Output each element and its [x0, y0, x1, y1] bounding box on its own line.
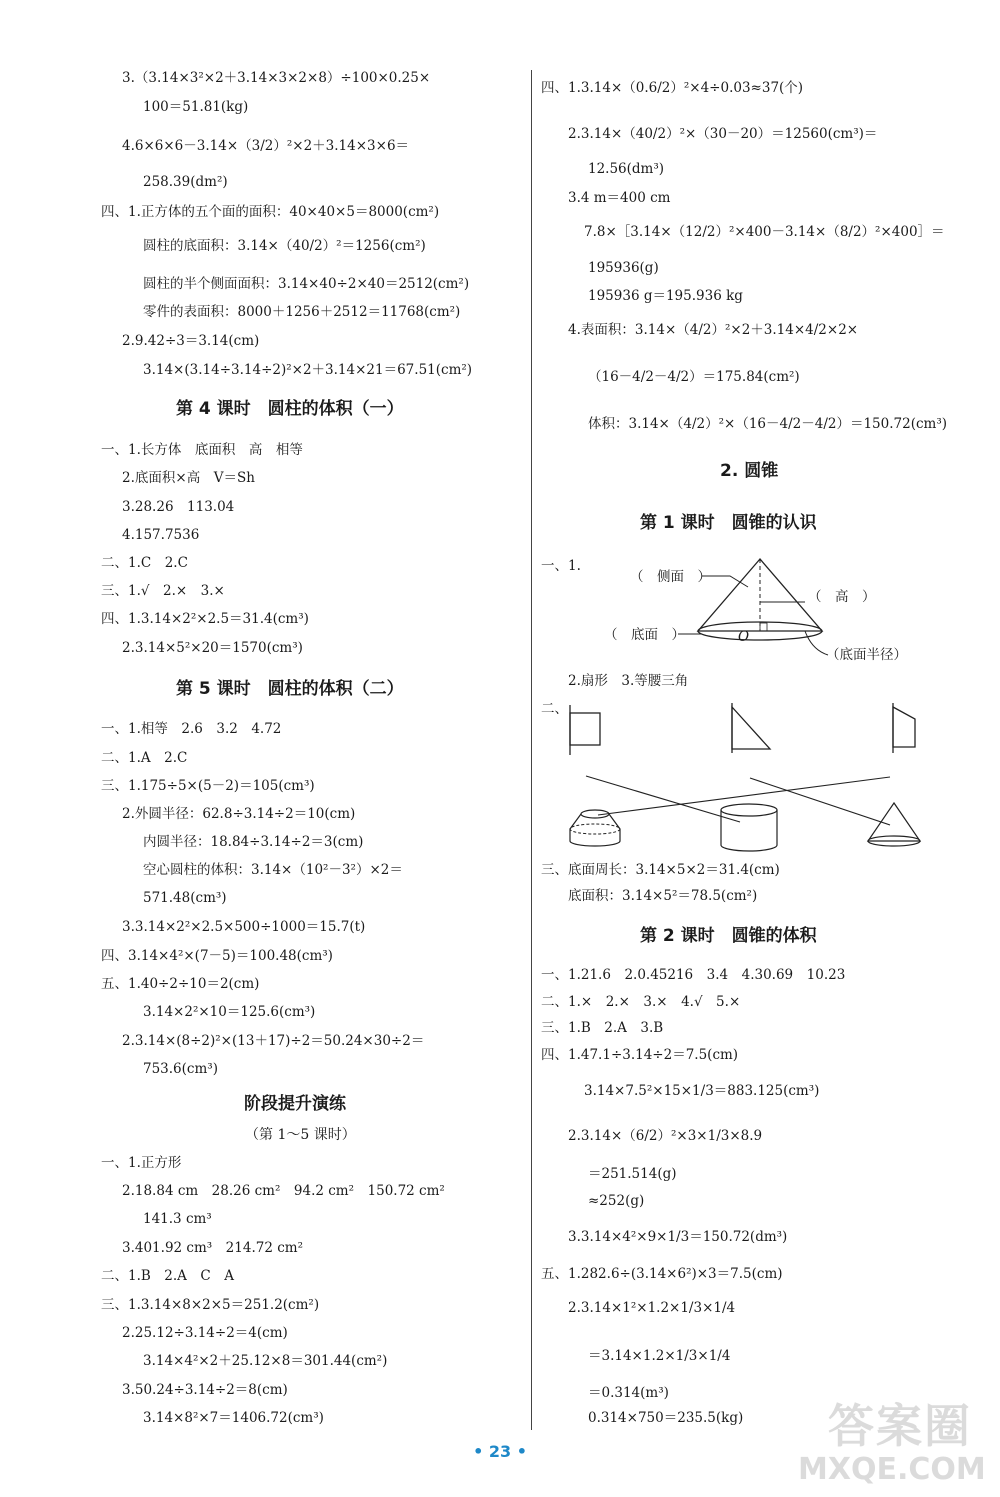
- answer-line: ＝3.14×1.2×1/3×1/4: [588, 1348, 731, 1364]
- answer-line: 12.56(dm³): [588, 161, 665, 177]
- answer-line: 四、1.正方体的五个面的面积：40×40×5＝8000(cm²): [101, 204, 440, 220]
- answer-line: 2.18.84 cm 28.26 cm² 94.2 cm² 150.72 cm²: [122, 1183, 445, 1199]
- watermark-logo: 答案圈: [828, 1399, 972, 1453]
- cone-label-side: （ 侧面 ）: [630, 569, 711, 585]
- answer-line: 4.6×6×6－3.14×（3/2）²×2＋3.14×3×6＝: [122, 138, 410, 154]
- answer-line: 0.314×750＝235.5(kg): [588, 1410, 744, 1426]
- section-heading: 阶段提升演练: [244, 1094, 346, 1114]
- answer-line: 258.39(dm²): [143, 174, 228, 190]
- section-subheading: （第 1～5 课时）: [245, 1127, 356, 1143]
- answer-line: 3.50.24÷3.14÷2＝8(cm): [122, 1382, 288, 1398]
- answer-line: 零件的表面积：8000＋1256＋2512＝11768(cm²): [143, 304, 461, 320]
- answer-line: 2.3.14×（6/2）²×3×1/3×8.9: [568, 1128, 763, 1144]
- answer-line: 三、1.3.14×8×2×5＝251.2(cm²): [101, 1297, 320, 1313]
- section-heading: 2. 圆锥: [720, 461, 779, 481]
- answer-line: 100＝51.81(kg): [143, 99, 249, 115]
- answer-line: （16－4/2－4/2）＝175.84(cm²): [588, 369, 800, 385]
- answer-line: 二、1.B 2.A C A: [101, 1268, 235, 1284]
- answer-line: 195936(g): [588, 260, 659, 276]
- answer-line: ≈252(g): [588, 1193, 645, 1209]
- section-heading: 第 1 课时 圆锥的认识: [640, 513, 817, 533]
- answer-line: 7.8×［3.14×（12/2）²×400－3.14×（8/2）²×400］＝: [584, 224, 945, 240]
- answer-line: 2.底面积×高 V＝Sh: [122, 470, 255, 486]
- answer-line: 体积：3.14×（4/2）²×（16－4/2－4/2）＝150.72(cm³): [588, 416, 947, 432]
- answer-line: 3.4 m＝400 cm: [568, 190, 671, 206]
- answer-line: 195936 g＝195.936 kg: [588, 288, 743, 304]
- cone-label-radius: （底面半径）: [826, 647, 907, 663]
- answer-line: 753.6(cm³): [143, 1061, 218, 1077]
- answer-line: 一、1.相等 2.6 3.2 4.72: [101, 721, 282, 737]
- answer-line: 二、1.× 2.× 3.× 4.√ 5.×: [541, 994, 741, 1010]
- section-heading: 第 4 课时 圆柱的体积（一）: [176, 399, 404, 419]
- cone-label-base: （ 底面 ）: [604, 627, 685, 643]
- right-angle-mark: [760, 623, 767, 631]
- watermark: [788, 1390, 988, 1495]
- answer-line: 3.14×4²×2＋25.12×8＝301.44(cm²): [143, 1353, 388, 1369]
- cone-label-height: （ 高 ）: [808, 589, 876, 605]
- answer-line: 底面积：3.14×5²＝78.5(cm²): [568, 888, 758, 904]
- answer-line: 3.（3.14×3²×2＋3.14×3×2×8）÷100×0.25×: [122, 70, 431, 86]
- answer-line: 3.3.14×2²×2.5×500÷1000＝15.7(t): [122, 919, 366, 935]
- answer-line: 4.157.7536: [122, 527, 200, 543]
- answer-line: 3.14×2²×10＝125.6(cm³): [143, 1004, 316, 1020]
- trapezoid-shape: [893, 707, 915, 747]
- answer-line: 二、1.C 2.C: [101, 555, 188, 571]
- answer-line: 2.25.12÷3.14÷2＝4(cm): [122, 1325, 288, 1341]
- answer-line: 四、1.47.1÷3.14÷2＝7.5(cm): [541, 1047, 739, 1063]
- answer-line: 一、1.正方形: [101, 1155, 182, 1171]
- answer-line: 空心圆柱的体积：3.14×（10²－3²）×2＝: [143, 862, 403, 878]
- answer-line: 2.3.14×1²×1.2×1/3×1/4: [568, 1300, 736, 1316]
- cylinder-top: [721, 804, 777, 816]
- answer-line: 五、1.40÷2÷10＝2(cm): [101, 976, 260, 992]
- column-divider: [531, 70, 532, 1430]
- answer-line: 圆柱的底面积：3.14×（40/2）²＝1256(cm²): [143, 238, 426, 254]
- answer-line: 三、1.√ 2.× 3.×: [101, 583, 225, 599]
- rotation-matching-figure: [560, 695, 940, 855]
- section-heading: 第 5 课时 圆柱的体积（二）: [176, 679, 404, 699]
- answer-line: 一、1.21.6 2.0.45216 3.4 4.30.69 10.23: [541, 967, 846, 983]
- answer-line: 二、: [541, 701, 568, 717]
- answer-line: 3.3.14×4²×9×1/3＝150.72(dm³): [568, 1229, 788, 1245]
- answer-line: 571.48(cm³): [143, 890, 227, 906]
- cylinder-base: [721, 845, 777, 851]
- cone-labeling-figure: [590, 555, 930, 675]
- answer-line: 四、1.3.14×2²×2.5＝31.4(cm³): [101, 611, 309, 627]
- answer-line: ＝0.314(m³): [588, 1385, 669, 1401]
- answer-line: 圆柱的半个侧面面积：3.14×40÷2×40＝2512(cm²): [143, 276, 470, 292]
- answer-line: 141.3 cm³: [143, 1211, 212, 1227]
- section-heading: 第 2 课时 圆锥的体积: [640, 926, 817, 946]
- answer-line: 3.401.92 cm³ 214.72 cm²: [122, 1240, 303, 1256]
- answer-line: 2.扇形 3.等腰三角: [568, 673, 689, 689]
- answer-line: 3.14×(3.14÷3.14÷2)²×2＋3.14×21＝67.51(cm²): [143, 362, 473, 378]
- answer-line: 3.14×7.5²×15×1/3＝883.125(cm³): [584, 1083, 820, 1099]
- answer-line: 2.外圆半径：62.8÷3.14÷2＝10(cm): [122, 806, 356, 822]
- right-triangle-shape: [732, 707, 770, 749]
- answer-line: 三、1.B 2.A 3.B: [541, 1020, 664, 1036]
- match-line: [598, 777, 890, 815]
- answer-line: 2.3.14×（40/2）²×（30－20）＝12560(cm³)＝: [568, 126, 878, 142]
- answer-line: 2.3.14×(8÷2)²×(13＋17)÷2＝50.24×30÷2＝: [122, 1033, 425, 1049]
- answer-line: 3.14×8²×7＝1406.72(cm³): [143, 1410, 324, 1426]
- answer-line: 4.表面积：3.14×（4/2）²×2＋3.14×4/2×2×: [568, 322, 859, 338]
- frustum-base: [570, 841, 620, 846]
- answer-line: 五、1.282.6÷(3.14×6²)×3＝7.5(cm): [541, 1266, 783, 1282]
- answer-line: 四、1.3.14×（0.6/2）²×4÷0.03≈37(个): [541, 80, 804, 96]
- answer-line: 四、3.14×4²×(7－5)＝100.48(cm³): [101, 948, 333, 964]
- answer-line: 三、1.175÷5×(5－2)＝105(cm³): [101, 778, 315, 794]
- frustum-mid: [570, 824, 620, 834]
- answer-line: 3.28.26 113.04: [122, 499, 235, 515]
- answer-line: ＝251.514(g): [588, 1166, 677, 1182]
- watermark-url: MXQE.COM: [798, 1452, 986, 1487]
- answer-line: 内圆半径：18.84÷3.14÷2＝3(cm): [143, 834, 364, 850]
- rectangle-shape: [570, 713, 600, 745]
- answer-line: 2.9.42÷3＝3.14(cm): [122, 333, 260, 349]
- cone-label-center: O: [738, 629, 750, 645]
- answer-line: 一、1.长方体 底面积 高 相等: [101, 442, 303, 458]
- answer-line: 二、1.A 2.C: [101, 750, 188, 766]
- match-line: [750, 778, 890, 825]
- cone-solid: [868, 803, 920, 841]
- answer-line: 三、底面周长：3.14×5×2＝31.4(cm): [541, 862, 780, 878]
- answer-line: 2.3.14×5²×20＝1570(cm³): [122, 640, 303, 656]
- answer-line: 一、1.: [541, 558, 581, 574]
- page-number: • 23 •: [473, 1442, 527, 1461]
